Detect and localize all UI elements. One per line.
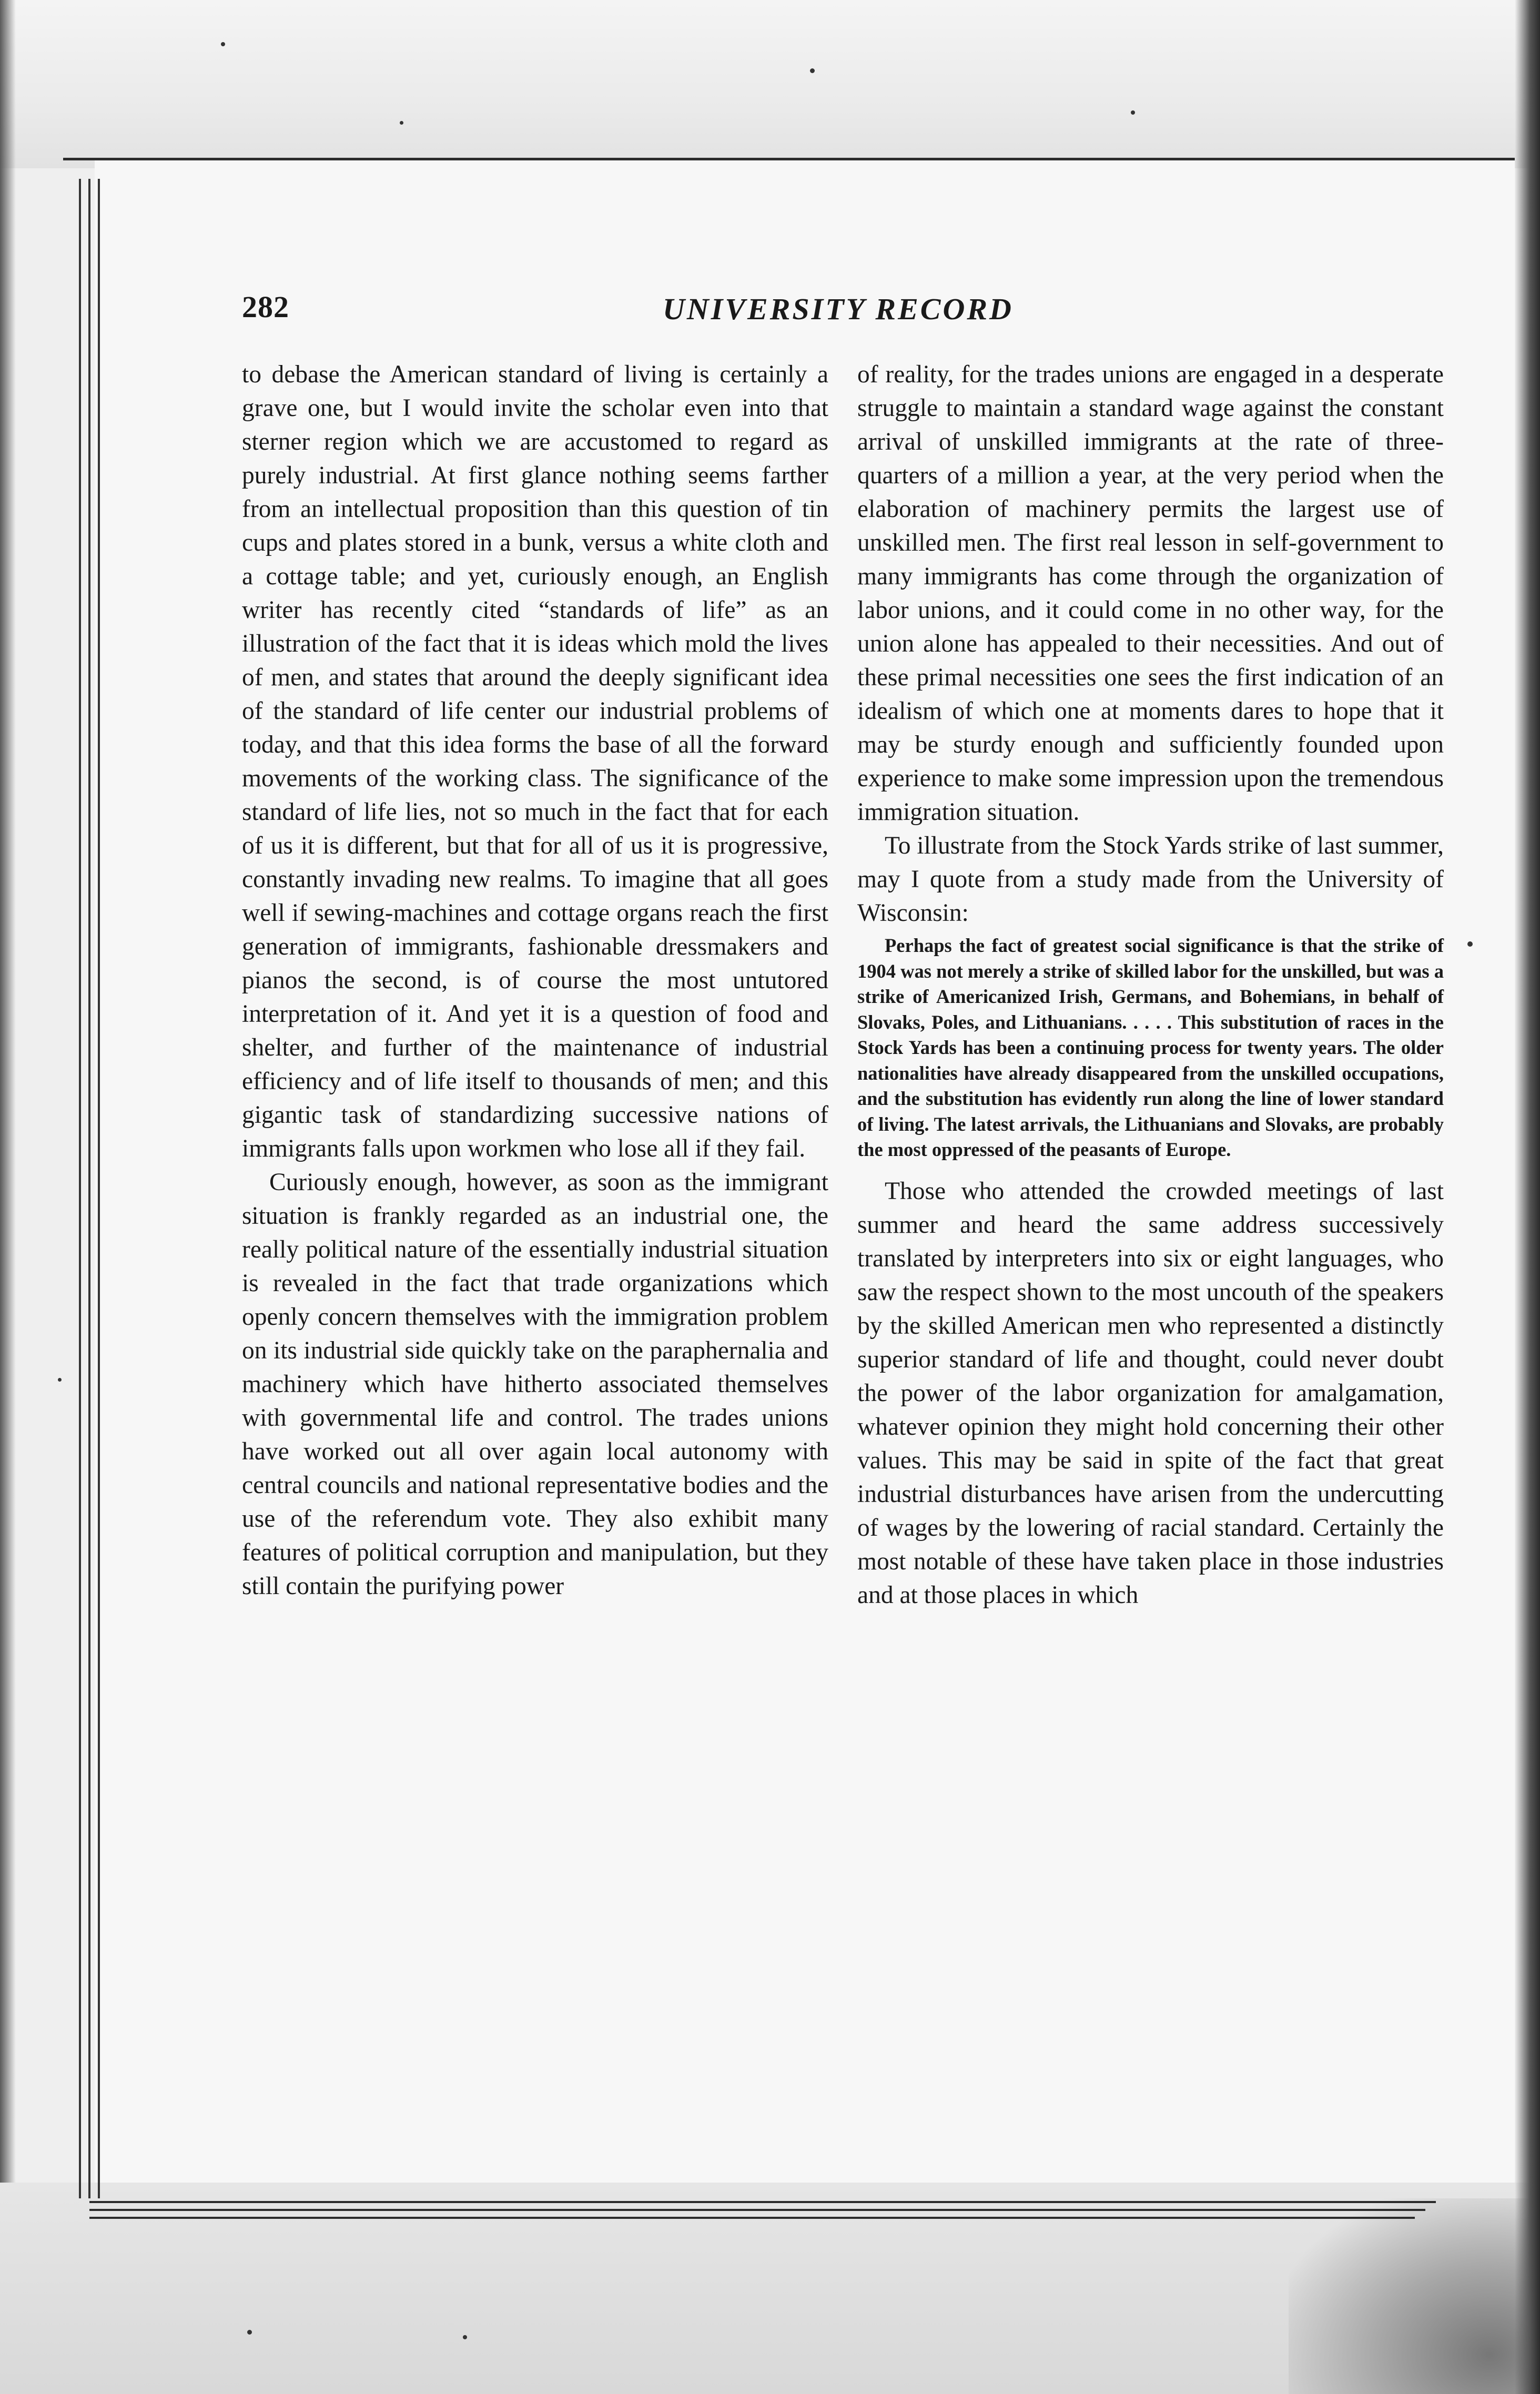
page-binding-line (88, 179, 90, 2198)
block-quote: Perhaps the fact of greatest social significance is that the strike of 1904 was not merely a strike of skilled labor for the unskilled, but was a strike of Americanized Irish, Germans, and Bohemians, in behalf of Slovaks, Poles, and Lithuanians. . . . . This substitution of races in the Stock Yards has been a continuing process for twenty years. The older nationalities have already disappeared from the unskilled occupations, and the substitution has evidently run along the line of lower standard of living. The latest arrivals, the Lithuanians and Slovaks, are probably the most oppressed of the peasants of Europe. (857, 935, 1444, 1160)
page-binding-line (79, 179, 81, 2198)
scan-speck (810, 68, 815, 73)
scan-margin-top (0, 0, 1540, 168)
page-bottom-edge-line (89, 2209, 1425, 2211)
page-bottom-edge-line (89, 2217, 1415, 2219)
page-binding-line (98, 179, 100, 2198)
page-bottom-edge-line (89, 2201, 1436, 2203)
scan-speck (247, 2330, 252, 2335)
scan-edge-right (1515, 0, 1540, 2394)
page-top-edge-line (63, 158, 1515, 160)
scan-shadow-bottom-right (1289, 2198, 1540, 2394)
scan-speck (1131, 110, 1135, 115)
scan-speck (400, 121, 403, 125)
paragraph: To illustrate from the Stock Yards strike of last summer, may I quote from a study made from the University of Wisconsin: (857, 832, 1444, 927)
scan-speck (463, 2335, 467, 2339)
paragraph: Curiously enough, however, as soon as the immigrant situation is frankly regarded as an industrial one, the really political nature of the essentially industrial situation is revealed in the fact that trade organizations which openly concern themselves with the immigration problem on its industrial side quickly take on the paraphernalia and machinery which have hitherto associated themselves with governmental life and control. The trades unions have worked out all over again local autonomy with central councils and national representative bodies and the use of the referendum vote. They also exhibit many features of political corruption and manipulation, but they still contain the purifying power (242, 1169, 828, 1600)
paragraph: to debase the American standard of living is certainly a grave one, but I would invite the scholar even into that sterner region which we are accustomed to regard as purely industrial. At first glance nothing seems farther from an intellectual proposition than this question of tin cups and plates stored in a bunk, versus a white cloth and a cottage table; and yet, curiously enough, an English writer has recently cited “standards of life” as an illustration of the fact that it is ideas which mold the lives of men, and states that around the deeply significant idea of the standard of life center our industrial problems of today, and that this idea forms the base of all the forward movements of the working class. The significance of the standard of life lies, not so much in the fact that for each of us it is different, but that for all of us it is progressive, constantly invading new realms. To imagine that all goes well if sewing-machines and cottage organs reach the first generation of immigrants, fashionable dressmakers and pianos the second, is of course the most untutored interpretation of it. And yet it is a question of food and shelter, and further of the maintenance of industrial efficiency and of life itself to thousands of men; and this gigantic task of standardizing successive nations of immigrants falls upon workmen who lose all if they fail. (242, 361, 828, 1162)
paragraph: of reality, for the trades unions are engaged in a desperate struggle to maintain a standard wage against the constant arrival of unskilled immigrants at the rate of three-quarters of a million a year, at the very period when the elaboration of machinery permits the largest use of unskilled men. The first real lesson in self-government to many immigrants has come through the organization of labor unions, and it could come in no other way, for the union alone has appealed to their necessities. And out of these primal necessities one sees the first indication of an idealism of which one at moments dares to hope that it may be sturdy enough and sufficiently founded upon experience to make some impression upon the tremendous immigration situation. (857, 361, 1444, 826)
page-header (242, 289, 1452, 337)
left-column (242, 358, 828, 1603)
scan-edge-left (0, 0, 16, 2394)
scan-speck (221, 42, 225, 46)
scan-speck (58, 1378, 62, 1382)
page-number: 282 (242, 290, 289, 324)
paragraph: Those who attended the crowded meetings of last summer and heard the same address successively translated by interpreters into six or eight languages, who saw the respect shown to the most uncouth of the speakers by the skilled American men who represented a distinctly superior standard of life and thought, could never doubt the power of the labor organization for amalgamation, whatever opinion they might hold concerning their other values. This may be said in spite of the fact that great industrial disturbances have arisen from the undercutting of wages by the lowering of racial standard. Certainly the most notable of these have taken place in those industries and at those places in which (857, 1177, 1444, 1609)
running-title: UNIVERSITY RECORD (663, 292, 1014, 326)
right-column (857, 358, 1444, 1612)
scan-speck (1467, 941, 1473, 947)
